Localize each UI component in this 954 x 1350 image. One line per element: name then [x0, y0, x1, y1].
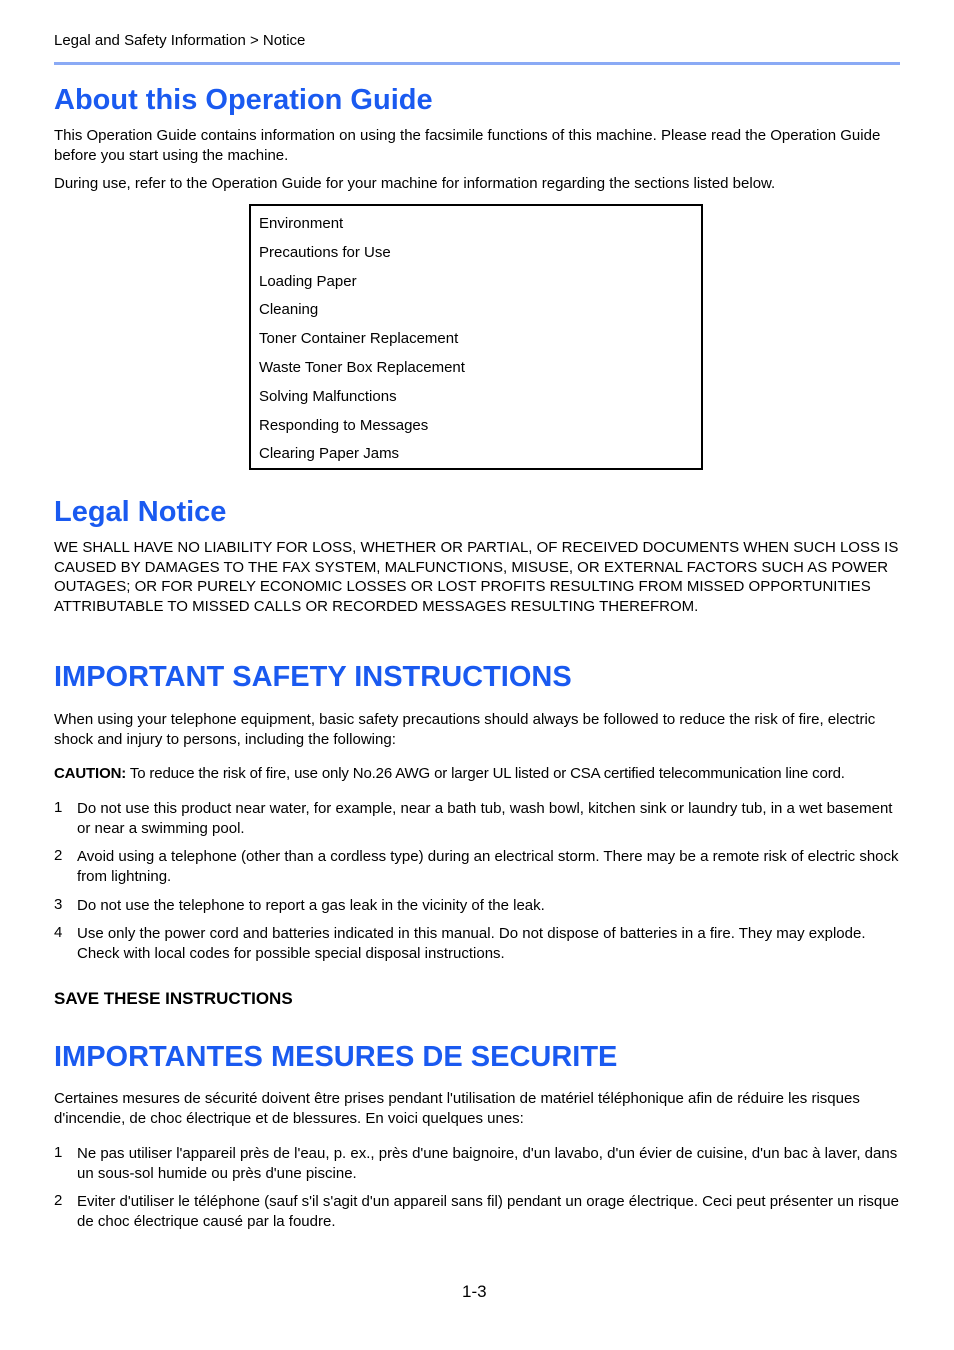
caution-note [54, 764, 900, 784]
list-item: Clearing Paper Jams [259, 445, 400, 463]
safety-heading: IMPORTANT SAFETY INSTRUCTIONS [54, 661, 572, 693]
list-item: Use only the power cord and batteries indicated in this manual. Do not dispose of batteries in a fire. They may explode. Check with local codes for possible special disposal instructions. [77, 925, 866, 962]
header-divider [54, 62, 900, 65]
list-item: Precautions for Use [259, 243, 391, 261]
list-item: Loading Paper [259, 272, 357, 290]
caution-text: To reduce the risk of fire, use only No.26 AWG or larger UL listed or CSA certified telecommunication line cord. [126, 765, 845, 782]
securite-heading: IMPORTANTES MESURES DE SECURITE [54, 1041, 618, 1073]
caution-label: CAUTION: [54, 765, 127, 782]
about-paragraph-1: This Operation Guide contains information on using the facsimile functions of this machine. Please read the Operation Guide before you start using the machine. [54, 127, 881, 164]
securite-intro: Certaines mesures de sécurité doivent être prises pendant l'utilisation de matériel téléphonique afin de réduire les risques d'incendie, de choc électrique et de blessures. En voici quelques unes: [54, 1090, 860, 1127]
page-number: 1-3 [462, 1282, 487, 1301]
list-item-number: 4 [54, 924, 63, 941]
save-instructions-label: SAVE THESE INSTRUCTIONS [54, 989, 293, 1008]
list-item: Waste Toner Box Replacement [259, 358, 465, 376]
list-item: Responding to Messages [259, 416, 429, 434]
legal-notice-text: WE SHALL HAVE NO LIABILITY FOR LOSS, WHETHER OR PARTIAL, OF RECEIVED DOCUMENTS WHEN SUCH LOSS IS CAUSED BY DAMAGES TO THE FAX SYSTEM, MALFUNCTIONS, MISUSE, OR EXTERNAL FACTORS SUCH AS POWER OUTAGES; OR FOR PURELY ECONOMIC LOSSES OR LOST PROFITS RESULTING FROM MISSED OPPORTUNITIES ATTRIBUTABLE TO MISSED CALLS OR RECORDED MESSAGES RESULTING THEREFROM. [54, 539, 899, 615]
list-item: Cleaning [259, 301, 319, 319]
list-item: Solving Malfunctions [259, 387, 397, 405]
list-item: Environment [259, 215, 344, 232]
list-item-number: 2 [54, 847, 63, 864]
list-item-number: 1 [54, 1144, 63, 1161]
list-item-number: 1 [54, 799, 63, 816]
about-paragraph-2: During use, refer to the Operation Guide for your machine for information regarding the sections listed below. [54, 175, 776, 192]
about-heading: About this Operation Guide [54, 84, 433, 116]
breadcrumb: Legal and Safety Information > Notice [54, 32, 306, 49]
legal-notice-heading: Legal Notice [54, 496, 227, 528]
list-item: Avoid using a telephone (other than a cordless type) during an electrical storm. There may be a remote risk of electric shock from lightning. [77, 848, 899, 885]
safety-intro: When using your telephone equipment, basic safety precautions should always be followed to reduce the risk of fire, electric shock and injury to persons, including the following: [54, 711, 876, 748]
sections-list-box [249, 204, 703, 470]
list-item: Ne pas utiliser l'appareil près de l'eau, p. ex., près d'une baignoire, d'un lavabo, d'un évier de cuisine, d'un bac à laver, dans un sous-sol humide ou près d'une piscine. [77, 1145, 898, 1182]
list-item: Eviter d'utiliser le téléphone (sauf s'il s'agit d'un appareil sans fil) pendant un orage électrique. Ceci peut présenter un risque de choc électrique causé par la foudre. [77, 1193, 899, 1230]
list-item: Toner Container Replacement [259, 330, 459, 348]
list-item-number: 2 [54, 1192, 63, 1209]
list-item: Do not use the telephone to report a gas leak in the vicinity of the leak. [77, 897, 545, 914]
list-item-number: 3 [54, 896, 63, 913]
list-item: Do not use this product near water, for example, near a bath tub, wash bowl, kitchen sink or laundry tub, in a wet basement or near a swimming pool. [77, 800, 893, 837]
